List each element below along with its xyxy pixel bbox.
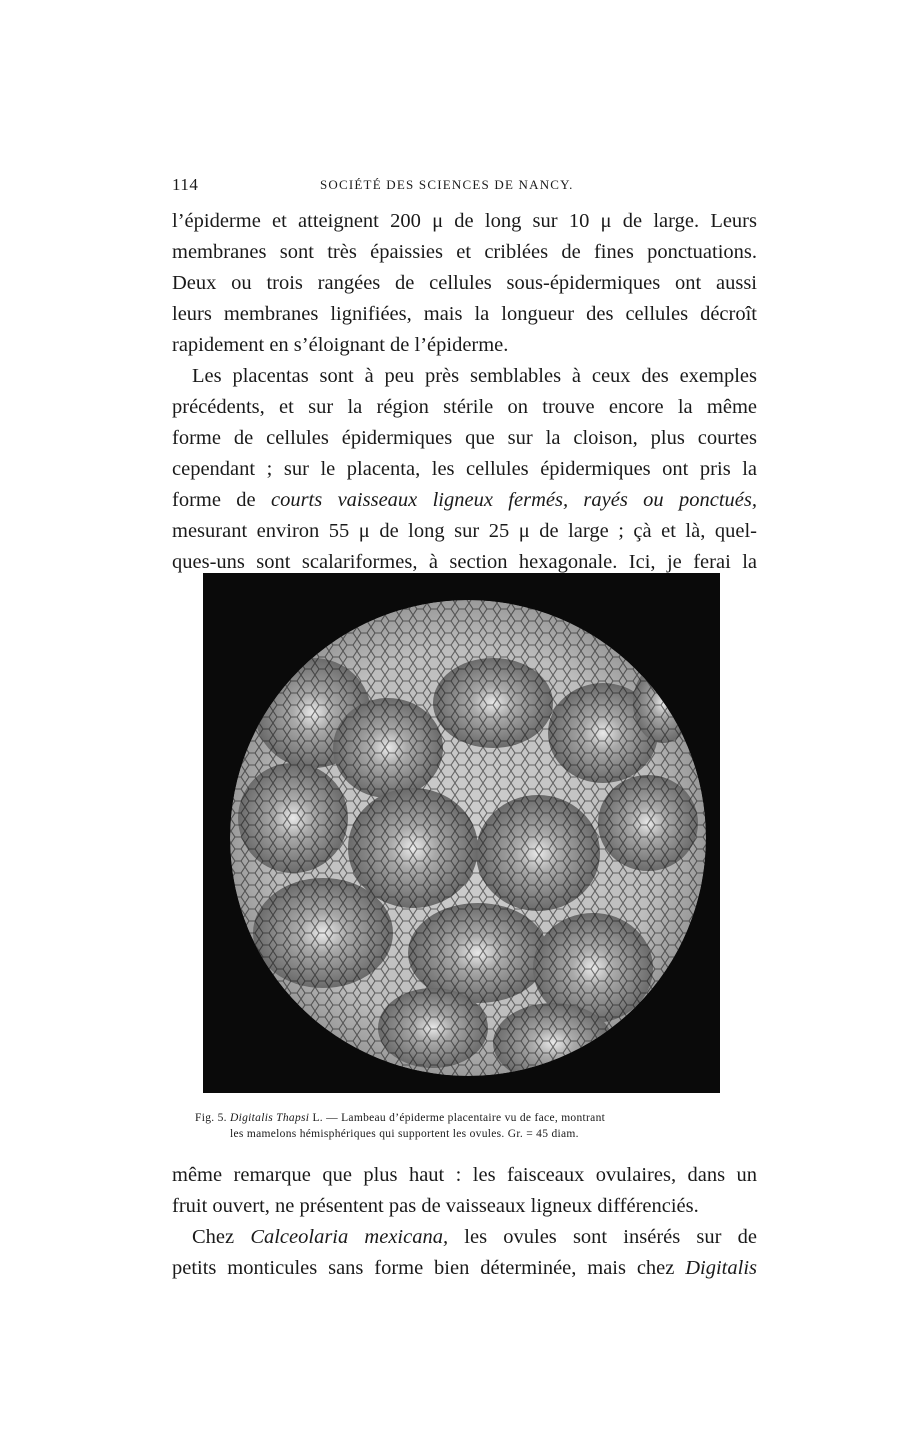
- text-line: l’épiderme et atteignent 200 μ de long sur 10 μ de large. Leurs: [172, 210, 757, 232]
- text-run: petits monticules sans forme bien déterminée, mais chez: [172, 1257, 686, 1279]
- text-block-top: [172, 206, 757, 578]
- text-line: Les placentas sont à peu près semblables à ceux des exemples: [192, 365, 757, 387]
- text-line: fruit ouvert, ne présentent pas de vaisseaux ligneux différenciés.: [172, 1195, 699, 1217]
- text-run: forme de: [172, 489, 271, 511]
- text-line: rapidement en s’éloignant de l’épiderme.: [172, 334, 509, 356]
- text-block-bottom: [172, 1160, 757, 1284]
- species-name: Digitalis Thapsi: [230, 1112, 310, 1124]
- text-line: Deux ou trois rangées de cellules sous-épidermiques ont aussi: [172, 272, 757, 294]
- figure-caption: [195, 1110, 735, 1142]
- text-line: même remarque que plus haut : les faisceaux ovulaires, dans un: [172, 1164, 757, 1186]
- text-line: [172, 485, 757, 516]
- caption-line: les mamelons hémisphériques qui supportent les ovules. Gr. = 45 diam.: [230, 1128, 579, 1140]
- text-line: [172, 1222, 757, 1253]
- italic-run: courts vaisseaux ligneux fermés, rayés ou ponctués,: [270, 489, 757, 511]
- paragraph-3: [172, 1160, 757, 1222]
- text-line: [172, 1253, 757, 1284]
- text-line: forme de cellules épidermiques que sur la cloison, plus courtes: [172, 427, 757, 449]
- paragraph-4: [172, 1222, 757, 1284]
- paragraph-2: [172, 361, 757, 578]
- italic-run: Digitalis: [685, 1257, 757, 1279]
- text-line: leurs membranes lignifiées, mais la longueur des cellules décroît: [172, 303, 757, 325]
- text-line: précédents, et sur la région stérile on trouve encore la même: [172, 396, 757, 418]
- italic-run: Calceolaria mexicana,: [250, 1226, 449, 1248]
- text-line: mesurant environ 55 μ de long sur 25 μ de large ; çà et là, quel-: [172, 520, 757, 542]
- micrograph-figure: [203, 573, 720, 1093]
- caption-line: [195, 1110, 735, 1126]
- text-run: Chez: [192, 1226, 251, 1248]
- page-number: 114: [172, 175, 199, 194]
- text-line: cependant ; sur le placenta, les cellules épidermiques ont pris la: [172, 458, 757, 480]
- caption-text: L. — Lambeau d’épiderme placentaire vu de face, montrant: [309, 1112, 606, 1124]
- paragraph-1: [172, 206, 757, 361]
- running-title: SOCIÉTÉ DES SCIENCES DE NANCY.: [320, 177, 574, 192]
- figure-label: Fig. 5.: [195, 1112, 227, 1124]
- text-run: les ovules sont insérés sur de: [448, 1226, 758, 1248]
- micrograph-image: [203, 573, 720, 1093]
- text-line: ques-uns sont scalariformes, à section hexagonale. Ici, je ferai la: [172, 551, 757, 573]
- page-header: [172, 175, 712, 199]
- text-line: membranes sont très épaissies et criblées de fines ponctuations.: [172, 241, 757, 263]
